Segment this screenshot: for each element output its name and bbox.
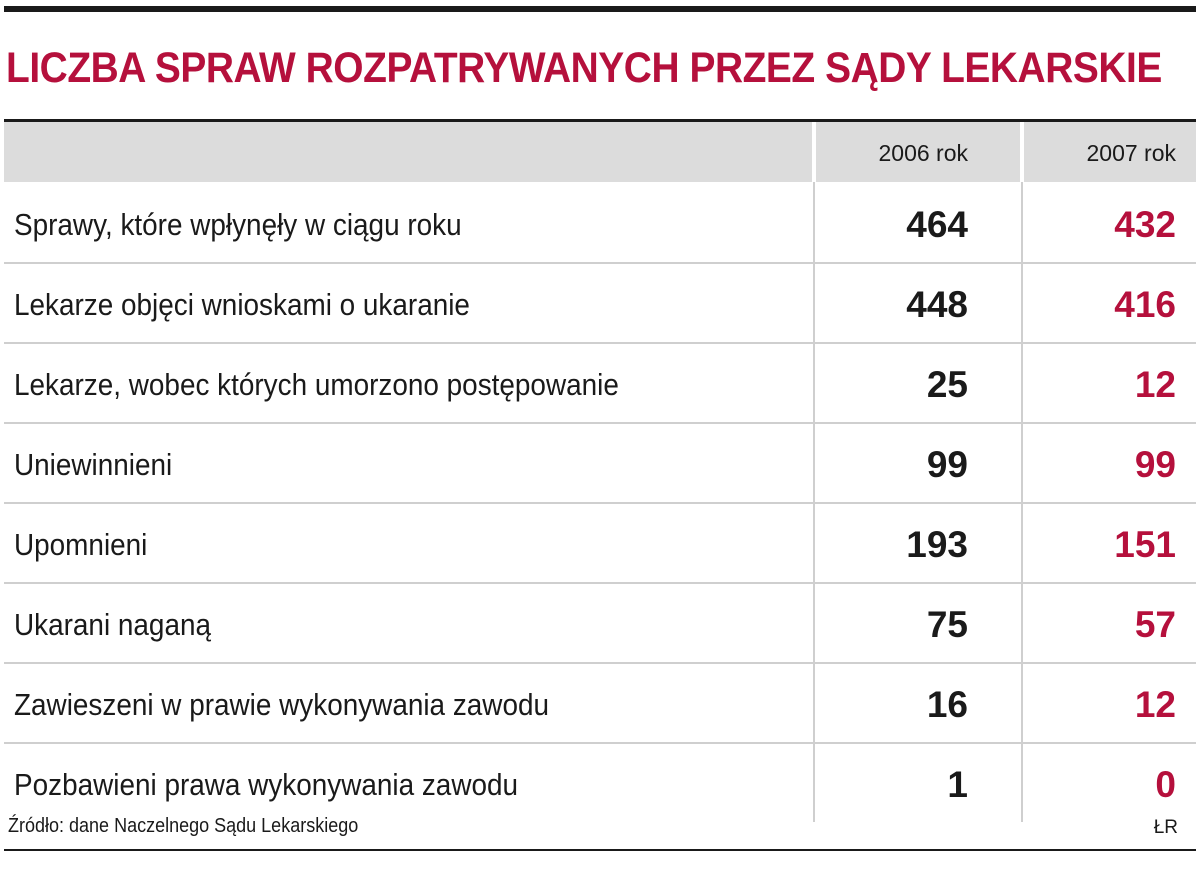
top-rule [4,6,1196,12]
value-2006: 1 [947,764,968,805]
column-header-2006: 2006 rok [878,140,968,166]
value-2006: 448 [906,284,968,325]
data-table [4,122,1196,822]
table-row [4,584,1196,664]
chart-title: LICZBA SPRAW ROZPATRYWANYCH PRZEZ SĄDY LEKARSKIE [6,44,1162,92]
source-note: Źródło: dane Naczelnego Sądu Lekarskiego [8,815,359,837]
value-2007: 57 [1134,604,1176,645]
table-row [4,424,1196,504]
value-2006: 75 [926,604,968,645]
value-2006: 99 [926,444,968,485]
table-body [4,184,1196,822]
row-label: Ukarani naganą [14,607,212,642]
header-separator-2 [1020,122,1024,182]
value-2007: 432 [1114,204,1176,245]
value-2007: 0 [1155,764,1176,805]
value-2006: 464 [906,204,968,245]
row-label: Lekarze, wobec których umorzono postępowanie [14,367,619,402]
value-2006: 25 [926,364,968,405]
value-2007: 416 [1114,284,1176,325]
column-divider-1 [813,182,815,822]
table-row [4,664,1196,744]
header-separator-1 [812,122,816,182]
table-row [4,504,1196,584]
value-2007: 151 [1114,524,1176,565]
column-header-2007: 2007 rok [1086,140,1176,166]
author-credit: ŁR [1153,817,1178,838]
table-row [4,744,1196,822]
value-2007: 12 [1134,684,1176,725]
column-divider-2 [1021,182,1023,822]
table-row [4,264,1196,344]
table-row [4,184,1196,264]
table-row [4,344,1196,424]
value-2007: 99 [1134,444,1176,485]
row-label: Upomnieni [14,527,148,562]
value-2006: 193 [906,524,968,565]
table-header-row [4,122,1196,184]
bottom-rule [4,849,1196,851]
row-label: Pozbawieni prawa wykonywania zawodu [14,767,519,802]
value-2007: 12 [1134,364,1176,405]
value-2006: 16 [926,684,968,725]
row-label: Uniewinnieni [14,447,173,482]
row-label: Zawieszeni w prawie wykonywania zawodu [14,687,549,722]
row-label: Lekarze objęci wnioskami o ukaranie [14,287,470,322]
row-label: Sprawy, które wpłynęły w ciągu roku [14,207,462,242]
